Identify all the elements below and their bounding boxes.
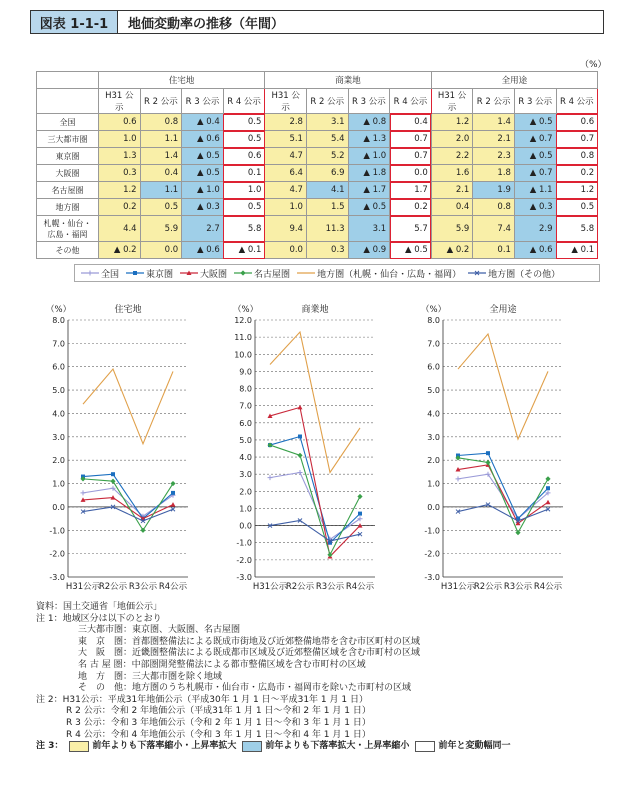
note-3-label: 前年よりも下落率拡大・上昇率縮小 (265, 741, 410, 752)
legend-item (81, 267, 119, 280)
legend-marker (126, 269, 144, 277)
table-cell: 2.9 (514, 216, 556, 242)
legend-marker (234, 269, 252, 277)
table-cell: ▲ 0.5 (514, 114, 556, 131)
table-cell: 1.2 (99, 182, 141, 199)
subheader-cell: H31 公示 (265, 89, 307, 114)
chart-panel (233, 303, 375, 592)
table-cell: 2.1 (473, 131, 515, 148)
data-point (268, 475, 273, 480)
legend-label: 地方圏（その他） (488, 269, 561, 280)
table-cell: 5.1 (265, 131, 307, 148)
table-cell: 0.7 (390, 131, 432, 148)
table-corner (37, 72, 99, 89)
note-3-label: 前年と変動幅同一 (438, 741, 511, 752)
table-cell: 0.6 (223, 148, 265, 165)
table-cell: 0.4 (431, 199, 473, 216)
row-label: 地方圏 (37, 199, 99, 216)
subheader-cell: R 4 公示 (223, 89, 265, 114)
table-cell: 2.7 (182, 216, 224, 242)
table-cell: ▲ 1.0 (182, 182, 224, 199)
table-cell: ▲ 0.5 (182, 148, 224, 165)
y-tick-label: 6.0 (52, 362, 65, 372)
table-cell: 1.6 (431, 165, 473, 182)
table-cell: 3.1 (348, 216, 390, 242)
table-cell: 0.2 (99, 199, 141, 216)
table-cell: 3.1 (306, 114, 348, 131)
series-line (458, 334, 548, 439)
table-cell: ▲ 0.3 (182, 199, 224, 216)
table-cell: 0.6 (556, 114, 598, 131)
series-line (83, 369, 173, 444)
note-1-line: 地 方 圏：三大都市圏を除く地域 (78, 671, 223, 682)
group-header: 商業地 (265, 72, 431, 89)
table-cell: 0.4 (390, 114, 432, 131)
table-cell: 1.2 (431, 114, 473, 131)
figure-title: 地価変動率の推移（年間） (128, 16, 285, 32)
group-header: 住宅地 (99, 72, 265, 89)
y-tick-label: -1.0 (424, 526, 440, 536)
subheader-cell: R 3 公示 (514, 89, 556, 114)
table-cell: ▲ 0.6 (182, 131, 224, 148)
legend-marker (180, 269, 198, 277)
data-point (297, 453, 302, 458)
table-cell: ▲ 0.2 (99, 242, 141, 259)
table-cell: ▲ 0.5 (514, 148, 556, 165)
color-swatch (242, 741, 262, 752)
table-cell: 5.7 (390, 216, 432, 242)
y-tick-label: 4.0 (427, 409, 440, 419)
table-cell: 0.5 (223, 199, 265, 216)
y-tick-label: 2.0 (239, 487, 252, 497)
table-cell: ▲ 1.3 (348, 131, 390, 148)
color-swatch (69, 741, 89, 752)
notes (36, 602, 510, 753)
x-tick-label: R3公示 (315, 582, 345, 592)
note-1-line: 東 京 圏：首都圏整備法による既成市街地及び近郊整備地帯を含む市区町村の区域 (78, 636, 421, 647)
table-cell: 0.3 (99, 165, 141, 182)
table-cell: 0.7 (556, 131, 598, 148)
y-tick-label: 8.0 (239, 384, 252, 394)
y-tick-label: 7.0 (239, 401, 252, 411)
subheader-cell: R 4 公示 (556, 89, 598, 114)
data-point (110, 479, 115, 484)
table-cell: 6.9 (306, 165, 348, 182)
data-point (546, 500, 551, 505)
table-cell: 6.4 (265, 165, 307, 182)
table-cell: 1.5 (306, 199, 348, 216)
table-cell: ▲ 1.8 (348, 165, 390, 182)
y-tick-label: 11.0 (234, 333, 252, 343)
table-cell: 4.4 (99, 216, 141, 242)
row-label: 大阪圏 (37, 165, 99, 182)
y-tick-label: 9.0 (239, 367, 252, 377)
legend-marker (468, 269, 486, 277)
table-cell: 0.5 (140, 199, 182, 216)
table-row (37, 242, 598, 259)
note-3-label: 前年よりも下落率縮小・上昇率拡大 (92, 741, 237, 752)
table-row (37, 199, 598, 216)
table-cell: 0.3 (306, 242, 348, 259)
legend-label: 名古屋圏 (254, 269, 291, 280)
y-tick-label: -3.0 (49, 573, 65, 582)
table-row (37, 182, 598, 199)
legend-label: 全国 (101, 269, 120, 280)
table-cell: 5.4 (306, 131, 348, 148)
table-cell: ▲ 0.9 (348, 242, 390, 259)
data-point (298, 435, 302, 439)
table-cell: 2.1 (431, 182, 473, 199)
note-3 (36, 741, 510, 753)
x-tick-label: R4公示 (533, 582, 563, 592)
table-cell: 1.1 (140, 182, 182, 199)
series-line (83, 479, 173, 530)
subheader-cell: H31 公示 (431, 89, 473, 114)
table-cell: ▲ 0.6 (514, 242, 556, 259)
table-cell: 0.8 (556, 148, 598, 165)
y-tick-label: 8.0 (427, 316, 440, 325)
table-cell: 4.7 (265, 148, 307, 165)
legend-item (180, 267, 227, 280)
table-cell: ▲ 0.1 (556, 242, 598, 259)
table-cell: 0.5 (223, 114, 265, 131)
table-cell: ▲ 0.1 (223, 242, 265, 259)
table-cell: 5.2 (306, 148, 348, 165)
subheader-cell: R 3 公示 (182, 89, 224, 114)
subheader-cell: R 4 公示 (390, 89, 432, 114)
y-tick-label: 7.0 (427, 339, 440, 349)
source-note: 資料：国土交通省「地価公示」 (36, 602, 163, 612)
x-tick-label: H31公示 (65, 582, 101, 592)
data-point (456, 476, 461, 481)
y-tick-label: 4.0 (239, 453, 252, 463)
table-cell: 9.4 (265, 216, 307, 242)
row-label: 三大都市圏 (37, 131, 99, 148)
y-tick-label: -3.0 (424, 573, 440, 582)
y-tick-label: 7.0 (52, 339, 65, 349)
table-cell: 1.0 (99, 131, 141, 148)
x-tick-label: R4公示 (345, 582, 375, 592)
data-point (171, 491, 175, 495)
table-cell: ▲ 0.7 (514, 131, 556, 148)
table-cell: 1.1 (140, 131, 182, 148)
y-tick-label: -1.0 (49, 526, 65, 536)
y-tick-label: 3.0 (239, 470, 252, 480)
subheader-cell: R 3 公示 (348, 89, 390, 114)
table-cell: 5.9 (431, 216, 473, 242)
x-tick-label: R2公示 (473, 582, 503, 592)
y-tick-label: 6.0 (239, 418, 252, 428)
y-tick-label: 2.0 (52, 456, 65, 466)
note-1-line: そ の 他：地方圏のうち札幌市・仙台市・広島市・福岡市を除いた市町村の区域 (78, 683, 412, 694)
table-cell: 1.2 (556, 182, 598, 199)
y-tick-label: -2.0 (236, 555, 252, 565)
y-tick-label: 2.0 (427, 456, 440, 466)
table-cell: 5.8 (223, 216, 265, 242)
y-tick-label: 10.0 (234, 350, 252, 360)
y-tick-label: 5.0 (239, 435, 252, 445)
data-point (327, 552, 332, 557)
row-label: 東京圏 (37, 148, 99, 165)
table-cell: 4.1 (306, 182, 348, 199)
data-point (486, 451, 490, 455)
subheader-cell: H31 公示 (99, 89, 141, 114)
table-cell: ▲ 0.5 (390, 242, 432, 259)
y-tick-label: 1.0 (239, 504, 252, 514)
y-tick-label: 6.0 (427, 362, 440, 372)
series-line (83, 507, 173, 521)
note-3-head: 注 3： (36, 741, 64, 752)
y-tick-label: 0.0 (52, 502, 65, 512)
table-group-header-row (37, 72, 598, 89)
table-row (37, 131, 598, 148)
table-row (37, 114, 598, 131)
legend-marker (297, 269, 315, 277)
y-tick-label: 1.0 (427, 479, 440, 489)
table-cell: ▲ 0.3 (514, 199, 556, 216)
table-cell: 0.7 (390, 148, 432, 165)
table-cell: ▲ 0.5 (348, 199, 390, 216)
legend-item (126, 267, 173, 280)
legend-label: 東京圏 (146, 269, 174, 280)
table-cell: ▲ 0.8 (348, 114, 390, 131)
x-tick-label: R2公示 (285, 582, 315, 592)
note-2-line: R 2 公示：令和 2 年地価公示（平成31年 1 月 1 日～令和 2 年 1 月 1 日） (66, 706, 371, 717)
subheader-cell: R 2 公示 (473, 89, 515, 114)
data-point (171, 502, 176, 507)
table-cell: 4.7 (265, 182, 307, 199)
figure-header (30, 10, 604, 34)
chart-title: 商業地 (301, 305, 329, 315)
y-tick-label: 4.0 (52, 409, 65, 419)
data-point (358, 512, 362, 516)
table-cell: 5.9 (140, 216, 182, 242)
table-cell: 0.0 (265, 242, 307, 259)
table-cell: 2.2 (431, 148, 473, 165)
y-tick-label: 12.0 (234, 316, 252, 325)
legend-item (234, 267, 290, 280)
table-cell: 0.8 (140, 114, 182, 131)
series-line (270, 437, 360, 543)
note-1-line: 三大都市圏：東京圏、大阪圏、名古屋圏 (78, 625, 241, 636)
data-point (81, 490, 86, 495)
y-tick-label: -2.0 (424, 549, 440, 559)
series-line (270, 332, 360, 472)
color-swatch (415, 741, 435, 752)
data-point (111, 472, 115, 476)
data-point (298, 470, 303, 475)
table-cell: 1.3 (99, 148, 141, 165)
legend-item (297, 267, 461, 280)
legend-label: 地方圏（札幌・仙台・広島・福岡） (317, 269, 462, 280)
data-point (357, 494, 362, 499)
table-cell: ▲ 0.6 (182, 242, 224, 259)
y-tick-label: 1.0 (52, 479, 65, 489)
note-2-line: R 4 公示：令和 4 年地価公示（令和 3 年 1 月 1 日～令和 4 年 1 月 1 日） (66, 729, 371, 740)
x-tick-label: R4公示 (158, 582, 188, 592)
note-1-head: 注 1：地域区分は以下のとおり (36, 613, 162, 624)
subheader-cell: R 2 公示 (306, 89, 348, 114)
chart-panel (46, 303, 188, 592)
data-point (485, 460, 490, 465)
series-line (270, 445, 360, 555)
table-cell: 0.2 (556, 165, 598, 182)
note-2-line: R 3 公示：令和 3 年地価公示（令和 2 年 1 月 1 日～令和 3 年 1 月 1 日） (66, 717, 371, 728)
table-subheader-row (37, 89, 598, 114)
x-tick-label: R3公示 (503, 582, 533, 592)
chart-panel (421, 303, 563, 592)
note-1-line: 名 古 屋 圏：中部圏開発整備法による都市整備区域を含む市町村の区域 (78, 659, 366, 670)
table-cell: 0.6 (99, 114, 141, 131)
table-cell: 1.8 (473, 165, 515, 182)
legend-label: 大阪圏 (200, 269, 228, 280)
series-line (83, 474, 173, 518)
table-cell: 1.4 (473, 114, 515, 131)
y-tick-label: -1.0 (236, 538, 252, 548)
row-label: その他 (37, 242, 99, 259)
group-header: 全用途 (431, 72, 597, 89)
table-row (37, 165, 598, 182)
table-cell: 0.2 (390, 199, 432, 216)
y-unit-label: （%） (46, 305, 72, 315)
series-line (270, 407, 360, 556)
x-tick-label: H31公示 (440, 582, 476, 592)
table-cell: 2.8 (265, 114, 307, 131)
table-cell: 0.5 (556, 199, 598, 216)
table-cell: ▲ 1.1 (514, 182, 556, 199)
table-cell: 1.9 (473, 182, 515, 199)
table-cell: 0.0 (390, 165, 432, 182)
table-cell: 2.3 (473, 148, 515, 165)
y-tick-label: 3.0 (52, 432, 65, 442)
table-cell: 0.4 (140, 165, 182, 182)
table-cell: 1.7 (390, 182, 432, 199)
table-cell: 0.0 (140, 242, 182, 259)
x-tick-label: H31公示 (252, 582, 288, 592)
series-line (83, 498, 173, 519)
note-1-line: 大 阪 圏：近畿圏整備法による既成都市区域及び近郊整備区域を含む市町村の区域 (78, 648, 421, 659)
table-cell: 1.0 (265, 199, 307, 216)
y-unit-label: （%） (233, 305, 259, 315)
chart-title: 住宅地 (114, 305, 142, 315)
table-cell: 0.1 (223, 165, 265, 182)
y-tick-label: 5.0 (52, 386, 65, 396)
table-cell: ▲ 0.4 (182, 114, 224, 131)
table-unit: （%） (580, 60, 607, 70)
row-label: 全国 (37, 114, 99, 131)
table-cell: ▲ 1.0 (348, 148, 390, 165)
legend-item (468, 267, 560, 280)
y-unit-label: （%） (421, 305, 447, 315)
table-cell: 0.8 (473, 199, 515, 216)
table-cell: 11.3 (306, 216, 348, 242)
table-cell: 0.5 (223, 131, 265, 148)
table-cell: 1.4 (140, 148, 182, 165)
data-point (515, 530, 520, 535)
y-tick-label: -3.0 (236, 573, 252, 582)
data-point (545, 476, 550, 481)
table-row (37, 148, 598, 165)
row-label: 札幌・仙台・広島・福岡 (37, 216, 99, 242)
table-cell: 1.0 (223, 182, 265, 199)
chart-legend (74, 264, 600, 282)
y-tick-label: 8.0 (52, 316, 65, 325)
y-tick-label: 5.0 (427, 386, 440, 396)
table-cell: ▲ 0.7 (514, 165, 556, 182)
table-cell: 2.0 (431, 131, 473, 148)
y-tick-label: 0.0 (427, 502, 440, 512)
table-row (37, 216, 598, 242)
chart-title: 全用途 (489, 305, 517, 315)
legend-marker (81, 269, 99, 277)
table-cell: ▲ 0.2 (431, 242, 473, 259)
x-tick-label: R2公示 (98, 582, 128, 592)
table-cell: 7.4 (473, 216, 515, 242)
row-label: 名古屋圏 (37, 182, 99, 199)
y-tick-label: 0.0 (239, 521, 252, 531)
subheader-cell: R 2 公示 (140, 89, 182, 114)
table-corner (37, 89, 99, 114)
data-point (298, 405, 303, 410)
table-cell: 5.8 (556, 216, 598, 242)
y-tick-label: 3.0 (427, 432, 440, 442)
note-2-head: 注 2：H31公示：平成31年地価公示（平成30年 1 月 1 日～平成31年 1 月 1 日） (36, 694, 368, 705)
data-table (36, 71, 598, 259)
data-point (546, 486, 550, 490)
table-cell: ▲ 0.5 (182, 165, 224, 182)
y-tick-label: -2.0 (49, 549, 65, 559)
table-cell: ▲ 1.7 (348, 182, 390, 199)
table-cell: 0.1 (473, 242, 515, 259)
series-line (83, 488, 173, 516)
figure-id: 図表 1-1-1 (31, 11, 118, 33)
x-tick-label: R3公示 (128, 582, 158, 592)
line-charts (0, 290, 629, 602)
